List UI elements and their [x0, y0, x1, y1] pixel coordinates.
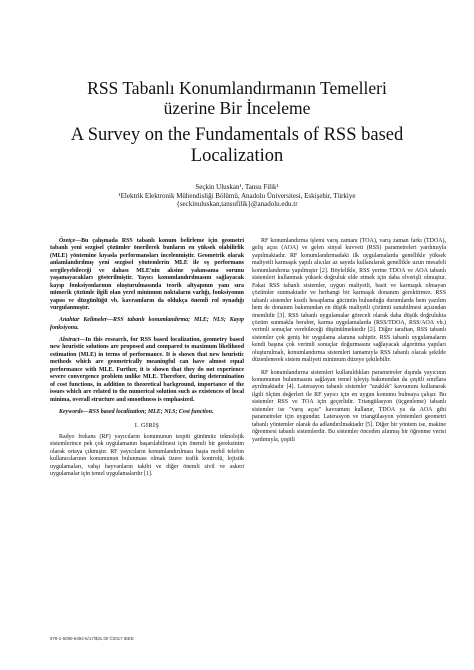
title-tr-line-2: üzerine Bir İnceleme	[163, 98, 311, 118]
intro-paragraph: Radyo frekans (RF) yayıcıların konumunun tespiti günümüz teknolojik sistemlerince pek çok uygulamanın başarılabilmesi için önemli bir gereksinim olarak ortaya çıkmıştır. RF yayıcıların konumlandırılması başta mobil telefon kullanıcılarının konumunun bulunması olmak üzere trafik kontrolü, lojistik uygulamaları, vahşi hayvanların takibi ve diğer önemli sivil ve askeri uygulamalar için temel uygulamalardır [1].	[50, 433, 244, 478]
right-paragraph-2: RF konumlandırma sistemleri kullanıldıkları parametreler dışında yayıcının konumunun bulunmasını sağlayan temel işleyiş bakımından da çeşitli sınıflara ayrılmaktadır [4]. Laterasyon tabanlı sistemler "uzaklık" kavramını kullanarak ilgili ölçüm değerleri ile RF yayıcı için en uygun konumu bulmaya çalışır. Bu sistemler RSS ve TOA için geçerlidir. Triangülasyon (üçgenleme) tabanlı sistemler ise "varış açısı" kavramını kullanır, TDOA ya da AOA gibi parametreler için uygundur. Laterasyon ve triangülasyon yöntemleri geometri tabanlı yöntemler olarak da adlandırılmaktadır [5]. Diğer bir yöntem ise, makine öğrenmesi tabanlı sistemlerdir. Bu sistemler önceden alınmış bir öğrenme verisi yardımıyla, çeşitli	[252, 369, 446, 443]
abstract-paragraph	[50, 337, 244, 404]
left-column	[50, 238, 244, 483]
abstract-text: —In this research, for RSS based localization, geometry based new heuristic solutions are proposed and compared to maximum likelihood estimation (MLE) in terms of performance. It is shown that new heuristic methods which are geometrically meaningful can have almost equal performance with MLE. Further, it is shown that they do not experience severe convergence problem unlike MLE. Therefore, during determination of cost functions, in addition to theoretical background, importance of the issues which are related to the numerical solution such as existences of local minima, overall structure and smoothness is emphasized.	[50, 337, 244, 403]
ozetce-text: —Bu çalışmada RSS tabanlı konum belirleme için geometri tabanlı yeni sezgisel çözümler önerilerek bunların en yüksek olabilirlik (MLE) yöntemine kıyasla performansları incelenmiştir. Geometrik olarak anlamlandırılmış yeni sezgisel yöntemlerin MLE ile eş performans sergileyebileceği ve dahası MLE'nin aksine yakınsama sorunu yaşamayacakları gösterilmiştir. Yayıcı konumlandırılmasını sağlayacak kayıp fonksiyonlarının oluşturulmasında teorik altyapının yanı sıra nümerik çözümle ilgili olan yerel minimum noktaların varlığı, fonksiyonun yapısı ve düzgünlüğü vb. kavramların da oldukça önemli rol oynadığı vurgulanmıştır.	[50, 238, 244, 312]
title-en-line-2: Localization	[190, 146, 284, 166]
copyright-footer: 978-1-5090-6494-6/17/$31.00 ©2017 IEEE	[50, 636, 134, 641]
ozetce-paragraph	[50, 238, 244, 313]
section-heading: I. GİRİŞ	[134, 422, 160, 430]
ozetce-label: Özetçe	[59, 238, 76, 244]
author-names: Seçkin Uluskan¹, Tansu Filik¹	[195, 183, 279, 191]
keywords-en-label: Keywords	[59, 408, 83, 415]
author-emails: {seckinuluskan,tansufilik}@anadolu.edu.tr	[176, 200, 298, 209]
author-block	[40, 183, 434, 209]
right-column	[252, 238, 446, 449]
keywords-tr-label: Anahtar Kelimeler	[59, 317, 108, 324]
title-english	[40, 125, 434, 167]
author-affiliation: ¹Elektrik Elektronik Mühendisliği Bölümü, Anadolu Üniversitesi, Eskişehir, Türkiye	[118, 191, 356, 200]
keywords-tr-text: —RSS tabanlı konumlandırma; MLE; NLS; Kayıp fonksiyonu.	[50, 317, 244, 331]
abstract-label: Abstract	[59, 337, 80, 344]
right-paragraph-1: RF konumlandırma işlemi varış zamanı (TOA), varış zaman farkı (TDOA), geliş açısı (AOA) ve gelen sinyal kuvveti (RSS) parametreleri yardımıyla yapılmaktadır. RF konumlandırmadaki ilk uygulamalarda genellikle yüksek maliyetli karmaşık yapılı alıcılar az sayıda kullanılarak genellikle uzun mesafeli konumlandırma yapılmıştır [2]. Böylelikle, RSS yerine TDOA ve AOA tabanlı sistemleri kullanmak yüksek doğruluk elde etmek için daha elverişli olmuştur. Fakat RSS tabanlı sistemler, uygun maliyetli, basit ve karmaşık olmayan çözümler sunmaktadır ve herhangi bir karmaşık donanım gerektirmez. RSS tabanlı sistemler kısıtlı hesaplama gücünün bulunduğu durumlarda hem yazılım hem de donanım bakımından en düşük maliyetli çözümü sunabilmesi açısından önemlidir [3]. RSS tabanlı uygulamalar göreceli olarak daha düşük doğrulukta çözüm sunmakla beraber, karma uygulamalarda (RSS/TDOA, RSS/AOA vb.) verimli sonuçlar verebileceği düşünülmektedir [2]. Diğer taraftan, RSS tabanlı sistemler çok geniş bir uygulama alanına sahiptir. RSS tabanlı uygulamaların kendi başına çok verimli sonuçlar doğurmasını sağlayacak algoritma yapıları oluşturulmalı, konumlandırma sistemleri tamamıyla RSS tabanlı olacak şekilde düzenlenerek sistem maliyeti minimum düzeye çekilebilir.	[252, 238, 446, 364]
title-en-line-1: A Survey on the Fundamentals of RSS based	[70, 125, 404, 145]
keywords-en-paragraph	[50, 409, 244, 416]
keywords-tr-paragraph	[50, 317, 244, 332]
title-turkish	[40, 78, 434, 118]
title-tr-line-1: RSS Tabanlı Konumlandırmanın Temelleri	[87, 78, 387, 98]
keywords-en-text: —RSS based localization; MLE; NLS; Cost function.	[82, 408, 214, 415]
